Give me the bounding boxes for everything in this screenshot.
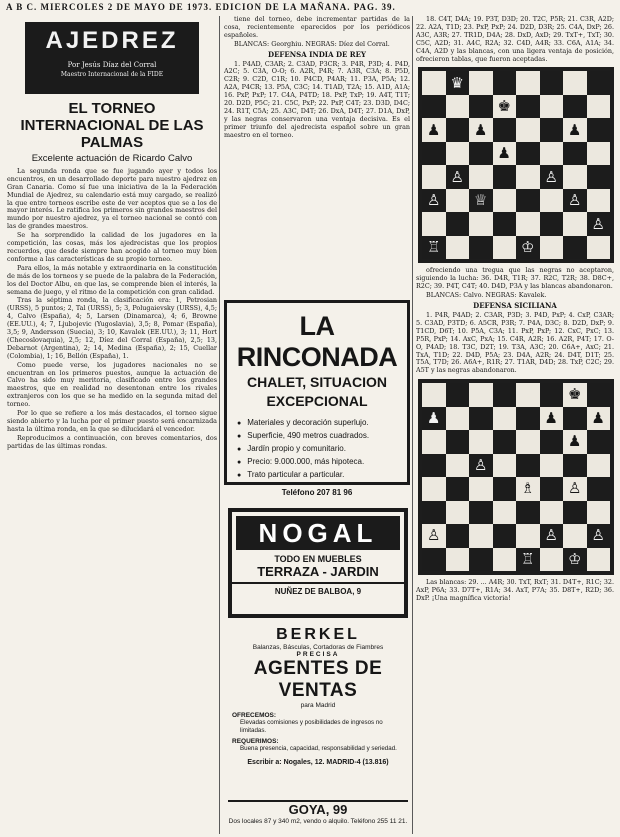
chess-piece-square: ♙ — [469, 454, 493, 478]
chess-square — [446, 524, 470, 548]
ad-feature: ● Precio: 9.000.000, más hipoteca. — [237, 456, 407, 469]
chess-square — [422, 71, 446, 95]
chess-diagram — [418, 67, 614, 263]
game-moves: 1. P4R, P4AD; 2. C3AR, P3D; 3. P4D, PxP; 4. CxP, C3AR; 5. C3AD, P3TD; 6. A5CR, P3R; 7. P4A, D3C; 8. D2D, DxP; 9. T1CD, D6T; 10. P5A, C3A; 11. PxP, PxP; 12. CxC, PxC; 13. P5R, PxP; 14. AxC, PxA; 15. C4R, A2R; 16. A2R, P4T; 17. O-O, P4AD; 18. T3C, D2T; 19. T3A, A3C; 20. C6A+, AxC; 21. TxA, T1D; 22. D4D, P5A; 23. D4A, A2R; 24. D4T, D1T; 25. T5A, T7D; 26. A6A+, R1R; 27. T1AR, D4D; 28. TxP, C2C; 29. A5T y las negras abandonaron. — [416, 310, 614, 375]
chess-square — [587, 548, 611, 572]
chess-square — [516, 524, 540, 548]
ad-offer-text: Elevadas comisiones y posibilidades de ingresos no limitadas. — [240, 719, 383, 734]
chess-square — [587, 477, 611, 501]
chess-square — [493, 430, 517, 454]
chess-square — [446, 383, 470, 407]
chess-square — [516, 383, 540, 407]
chess-square — [540, 212, 564, 236]
chess-square — [446, 189, 470, 213]
chess-piece-square: ♙ — [540, 524, 564, 548]
chess-square — [446, 95, 470, 119]
chess-square — [493, 407, 517, 431]
game-moves: 18. C4T, D4A; 19. P3T, D3D; 20. T2C, P5R; 21. C3R, A2D; 22. A2A, T1D; 23. PxP, PxP; 24. D2D, D3R; 25. C4A, DxP; 26. A3C, A3R; 27. TR1D, D4A; 28. DxD, AxD; 29. TxT+, TxT; 30. C5C, A2D; 31. A4C, R2A; 32. C4D, A4R; 33. C6A, A1A; 34. C4A, A2D y las blancas, con una ligera ventaja de posición, ofrecieron tablas, que fueron aceptadas. — [416, 16, 614, 63]
chess-square — [516, 454, 540, 478]
ad-title: GOYA, 99 — [288, 802, 348, 817]
chess-square — [469, 407, 493, 431]
chess-piece-square: ♔ — [516, 236, 540, 260]
players-line: BLANCAS: Georghiu. NEGRAS: Díez del Corral. — [234, 39, 390, 48]
ad-feature: ● Jardín propio y comunitario. — [237, 443, 407, 456]
byline-subtitle: Maestro Internacional de la FIDE — [60, 71, 164, 78]
chess-square — [422, 383, 446, 407]
chess-square — [446, 548, 470, 572]
ad-headline: AGENTES DE VENTAS — [253, 658, 383, 701]
game-moves: Las blancas: 29. ... A4R; 30. TxT, RxT; 31. D4T+, R1C; 32. AxP, P6A; 33. D7T+, R1A; 34. AxT, P7A; 35. D8T+, R2D; 36. DxP. ¡Una magnífica victoria! — [416, 578, 614, 603]
chess-square — [540, 236, 564, 260]
chess-square — [540, 454, 564, 478]
chess-square — [540, 477, 564, 501]
chess-square — [493, 189, 517, 213]
chess-piece-square: ♖ — [422, 236, 446, 260]
paragraph: Tras la séptima ronda, la clasificación era: 1, Petrosian (URSS), 5 puntos; 2, Tal (URSS), 5; 3, Polugaievsky (URSS), 4,5; 4, Calvo (España), 4; 5, Larsen (Dinamarca), 4; 6, Browne (EE.UU.), 4; 7, Ljubojevic (Yugoslavia), 3,5; 8, Pomar (España), 3,5; 9, Andersson (Suecia), 3; 10, Kavalek (EE.UU.), 3; 11, Hort (Checoslovaquia), 2,5; 12, Díez del Corral (España), 2,5; 13, Debarnot (Argentina), 2; 14, Medina (España), 2; 15, Cuellar (Colombia), 1; 16, Bellón (España), 1. — [7, 296, 217, 360]
paragraph: La segunda ronda que se fue jugando ayer y todos los encuentros, en un desarrollado deporte para nuestro ajedrez en Gran Canaria. Como sí fue una iniciativa de la la Federación Mundial de Ajedrez, su calendario está muy cargado, se realizó la que entre torneos escribe este de ver aceptos que se a los de mayor interés. Le ratifica los primeros sin grandes maestros del mundo por nuestro ajedrez, ya el torneo nacional se contó con las de grandes maestros. — [7, 166, 217, 231]
chess-piece-square: ♟ — [563, 118, 587, 142]
column-game-text — [224, 16, 410, 306]
ad-description: Balanzas, Básculas, Cortadoras de Fiambres — [252, 644, 384, 651]
paragraph: Como puede verse, los jugadores nacionales no se encuentran en los primeros puestos, aunque la actuación de Calvo ha sido muy meritoria, clasificado entre los grandes maestros, que en realidad no desentonan entre los rivales extranjeros con los que se ha medido en la segunda mitad del torneo. — [7, 360, 217, 409]
column-chess-article — [7, 16, 217, 836]
chess-square — [516, 501, 540, 525]
chess-square — [422, 454, 446, 478]
chess-piece-square: ♟ — [587, 407, 611, 431]
intro-text: tiene del torneo, debe incrementar partidas de la cosa, recientemente eparecidos por los periódicos españoles. — [224, 16, 410, 39]
ad-line: TERRAZA - JARDIN — [257, 564, 379, 579]
ad-contact: Escribir a: Nogales, 12. MADRID-4 (13.816) — [247, 759, 389, 766]
chess-square — [587, 430, 611, 454]
chess-piece-square: ♙ — [422, 524, 446, 548]
column-chess-games — [416, 16, 614, 836]
chess-square — [563, 524, 587, 548]
chess-piece-square: ♟ — [540, 407, 564, 431]
ad-precisa: PRECISA — [296, 651, 340, 658]
chess-square — [540, 430, 564, 454]
chess-square — [493, 454, 517, 478]
paragraph: Para ellos, la más notable y extraordinaria en la constitución de más de los torneos y se puede de la palabra de la Federación, los del Doctor Albu, en que las, se comprende bien el interés, la semana de juego, y el ritmo de la competición con gran calidad. — [7, 263, 217, 296]
chess-piece-square: ♟ — [422, 407, 446, 431]
paragraph: Se ha sorprendido la calidad de los jugadores en la competición, las cosas, más los ajedrecistas que los propios recuerdos, que desde siempre han acogido al torneo muy bien conforme a las características de su propio torneo. — [7, 231, 217, 263]
ad-feature-list — [237, 417, 407, 482]
section-title: AJEDREZ — [45, 27, 179, 54]
chess-piece-square: ♙ — [587, 524, 611, 548]
ad-requirements-label: REQUERIMOS: — [232, 738, 279, 745]
chess-diagram — [418, 379, 614, 575]
chess-square — [540, 95, 564, 119]
ad-goya — [228, 800, 408, 836]
chess-square — [563, 142, 587, 166]
ad-berkel — [228, 626, 408, 794]
chess-square — [587, 95, 611, 119]
chess-piece-square: ♙ — [540, 165, 564, 189]
chess-piece-square: ♟ — [469, 118, 493, 142]
chess-piece-square: ♙ — [446, 165, 470, 189]
chess-square — [516, 142, 540, 166]
chess-square — [540, 501, 564, 525]
chess-square — [469, 212, 493, 236]
chess-square — [469, 142, 493, 166]
chess-square — [540, 189, 564, 213]
chess-square — [469, 548, 493, 572]
chess-square — [446, 142, 470, 166]
chess-square — [422, 142, 446, 166]
chess-piece-square: ♕ — [469, 189, 493, 213]
ad-line: TODO EN MUEBLES — [274, 554, 362, 564]
chess-square — [469, 501, 493, 525]
chess-square — [493, 71, 517, 95]
chess-square — [469, 524, 493, 548]
article-title: EL TORNEO INTERNACIONAL DE LAS PALMAS — [20, 100, 204, 151]
chess-piece-square: ♙ — [563, 189, 587, 213]
chess-square — [446, 118, 470, 142]
ad-offer-label: OFRECEMOS: — [232, 712, 277, 719]
ad-description: Dos locales 87 y 340 m2, vendo o alquilo. Teléfono 255 11 21. — [228, 818, 408, 825]
article-subtitle: Excelente actuación de Ricardo Calvo — [31, 153, 193, 164]
chess-square — [587, 165, 611, 189]
chess-square — [422, 165, 446, 189]
chess-square — [469, 430, 493, 454]
chess-piece-square: ♚ — [493, 95, 517, 119]
chess-square — [446, 477, 470, 501]
paragraph: Por lo que se refiere a los más destacados, el torneo sigue siendo abierto y la lucha por el primer puesto será encarnizada hasta la última ronda, en la que se dilucidará el vencedor. — [7, 409, 217, 433]
chess-piece-square: ♛ — [446, 71, 470, 95]
ad-feature: ● Trato particular a particular. — [237, 469, 407, 482]
chess-piece-square: ♗ — [516, 477, 540, 501]
opening-heading: DEFENSA INDIA DE REY — [268, 49, 366, 59]
ad-address: NUÑEZ DE BALBOA, 9 — [232, 582, 404, 600]
chess-square — [516, 71, 540, 95]
chess-square — [587, 142, 611, 166]
chess-square — [587, 236, 611, 260]
chess-piece-square: ♟ — [563, 430, 587, 454]
chess-square — [587, 71, 611, 95]
chess-piece-square: ♙ — [422, 189, 446, 213]
column-rule — [219, 16, 220, 834]
chess-square — [587, 189, 611, 213]
chess-square — [563, 95, 587, 119]
players-line: BLANCAS: Calvo. NEGRAS: Kavalek. — [426, 291, 547, 300]
chess-square — [563, 407, 587, 431]
ad-brand: NOGAL — [236, 516, 400, 550]
chess-square — [493, 524, 517, 548]
chess-square — [422, 477, 446, 501]
chess-square — [469, 383, 493, 407]
chess-square — [540, 548, 564, 572]
chess-piece-square: ♙ — [587, 212, 611, 236]
chess-piece-square: ♙ — [563, 477, 587, 501]
chess-square — [540, 383, 564, 407]
chess-square — [587, 383, 611, 407]
chess-square — [587, 501, 611, 525]
chess-square — [422, 501, 446, 525]
paragraph: Reproducimos a continuación, con breves comentarios, dos partidas de las últimas rondas. — [7, 433, 217, 450]
chess-square — [493, 501, 517, 525]
chess-square — [493, 118, 517, 142]
chess-square — [516, 212, 540, 236]
chess-square — [563, 236, 587, 260]
chess-square — [563, 454, 587, 478]
chess-square — [446, 212, 470, 236]
opening-heading: DEFENSA SICILIANA — [473, 301, 557, 311]
chess-square — [446, 501, 470, 525]
chess-square — [422, 95, 446, 119]
chess-square — [540, 71, 564, 95]
chess-piece-square: ♟ — [493, 142, 517, 166]
ad-headline: EXCEPCIONAL — [266, 393, 368, 409]
ad-feature: ● Superficie, 490 metros cuadrados. — [237, 430, 407, 443]
ad-feature: ● Materiales y decoración superlujo. — [237, 417, 407, 430]
chess-square — [516, 95, 540, 119]
chess-square — [563, 501, 587, 525]
chess-square — [516, 165, 540, 189]
page-header: A B C. MIERCOLES 2 DE MAYO DE 1973. EDICION DE LA MAÑANA. PAG. 39. — [6, 2, 396, 12]
chess-square — [493, 383, 517, 407]
ad-headline: CHALET, SITUACION — [247, 374, 387, 390]
chess-square — [493, 212, 517, 236]
chess-square — [469, 165, 493, 189]
chess-square — [493, 165, 517, 189]
chess-square — [563, 71, 587, 95]
column-rule — [412, 16, 413, 834]
ad-la-rinconada — [224, 300, 410, 497]
chess-square — [446, 407, 470, 431]
chess-square — [493, 477, 517, 501]
chess-square — [422, 430, 446, 454]
chess-square — [563, 212, 587, 236]
ad-requirements-text: Buena presencia, capacidad, responsabilidad y seriedad. — [240, 745, 397, 752]
ad-brand: LA RINCONADA — [236, 311, 398, 372]
chess-square — [493, 236, 517, 260]
byline: Por Jesús Díaz del Corral — [67, 61, 157, 69]
chess-square — [516, 430, 540, 454]
chess-piece-square: ♖ — [516, 548, 540, 572]
chess-square — [516, 407, 540, 431]
chess-square — [469, 236, 493, 260]
ad-nogal — [228, 508, 408, 618]
chess-square — [446, 454, 470, 478]
chess-square — [540, 118, 564, 142]
chess-square — [493, 548, 517, 572]
chess-square — [446, 430, 470, 454]
ad-phone: Teléfono 207 81 96 — [281, 488, 353, 497]
section-banner — [25, 22, 199, 94]
chess-square — [469, 477, 493, 501]
chess-square — [469, 71, 493, 95]
chess-square — [516, 189, 540, 213]
game-moves: ofreciendo una tregua que las negras no aceptaron, siguiendo la lucha: 36. D4R, T1R; 37. R2C, T2R; 38. D8C+, R2C; 39. P4T, C4T; 40. D4D, P3A y las blancas abandonaron. — [416, 266, 614, 291]
chess-square — [422, 212, 446, 236]
ad-brand: BERKEL — [276, 626, 360, 643]
chess-piece-square: ♚ — [563, 383, 587, 407]
chess-piece-square: ♔ — [563, 548, 587, 572]
game-moves: 1. P4AD, C3AR; 2. C3AD, P3CR; 3. P4R, P3D; 4. P4D, A2C; 5. C3A, O-O; 6. A2R, P4R; 7. A3R, C3A; 8. P5D, C2R; 9. C2D, C1R; 10. P4CD, P4AR; 11. P3A, P5A; 12. A2A, P4CR; 13. P5A, C3C; 14. T1AD, T2A; 15. A1D, A1A; 16. PxP, PxP; 17. C4A, P4TD; 18. PxP, TxP; 19. A4T, T1T; 20. D2D, P5C; 21. C5C, PxP; 22. PxP, C4T; 23. D3D, D4C; 24. R1T, C5A; 25. A3C, D4T; 26. DxA, D4T; 27. D1A, DxP, y las negras conservaron una ventaja decisiva. Es el primer triunfo del ajedrecista español sobre un gran maestro en el torneo. — [224, 59, 410, 139]
chess-square — [469, 95, 493, 119]
chess-square — [587, 454, 611, 478]
chess-piece-square: ♟ — [422, 118, 446, 142]
chess-square — [446, 236, 470, 260]
chess-square — [587, 118, 611, 142]
chess-square — [516, 118, 540, 142]
chess-square — [422, 548, 446, 572]
ad-city: para Madrid — [300, 702, 336, 709]
chess-square — [540, 142, 564, 166]
chess-square — [563, 165, 587, 189]
